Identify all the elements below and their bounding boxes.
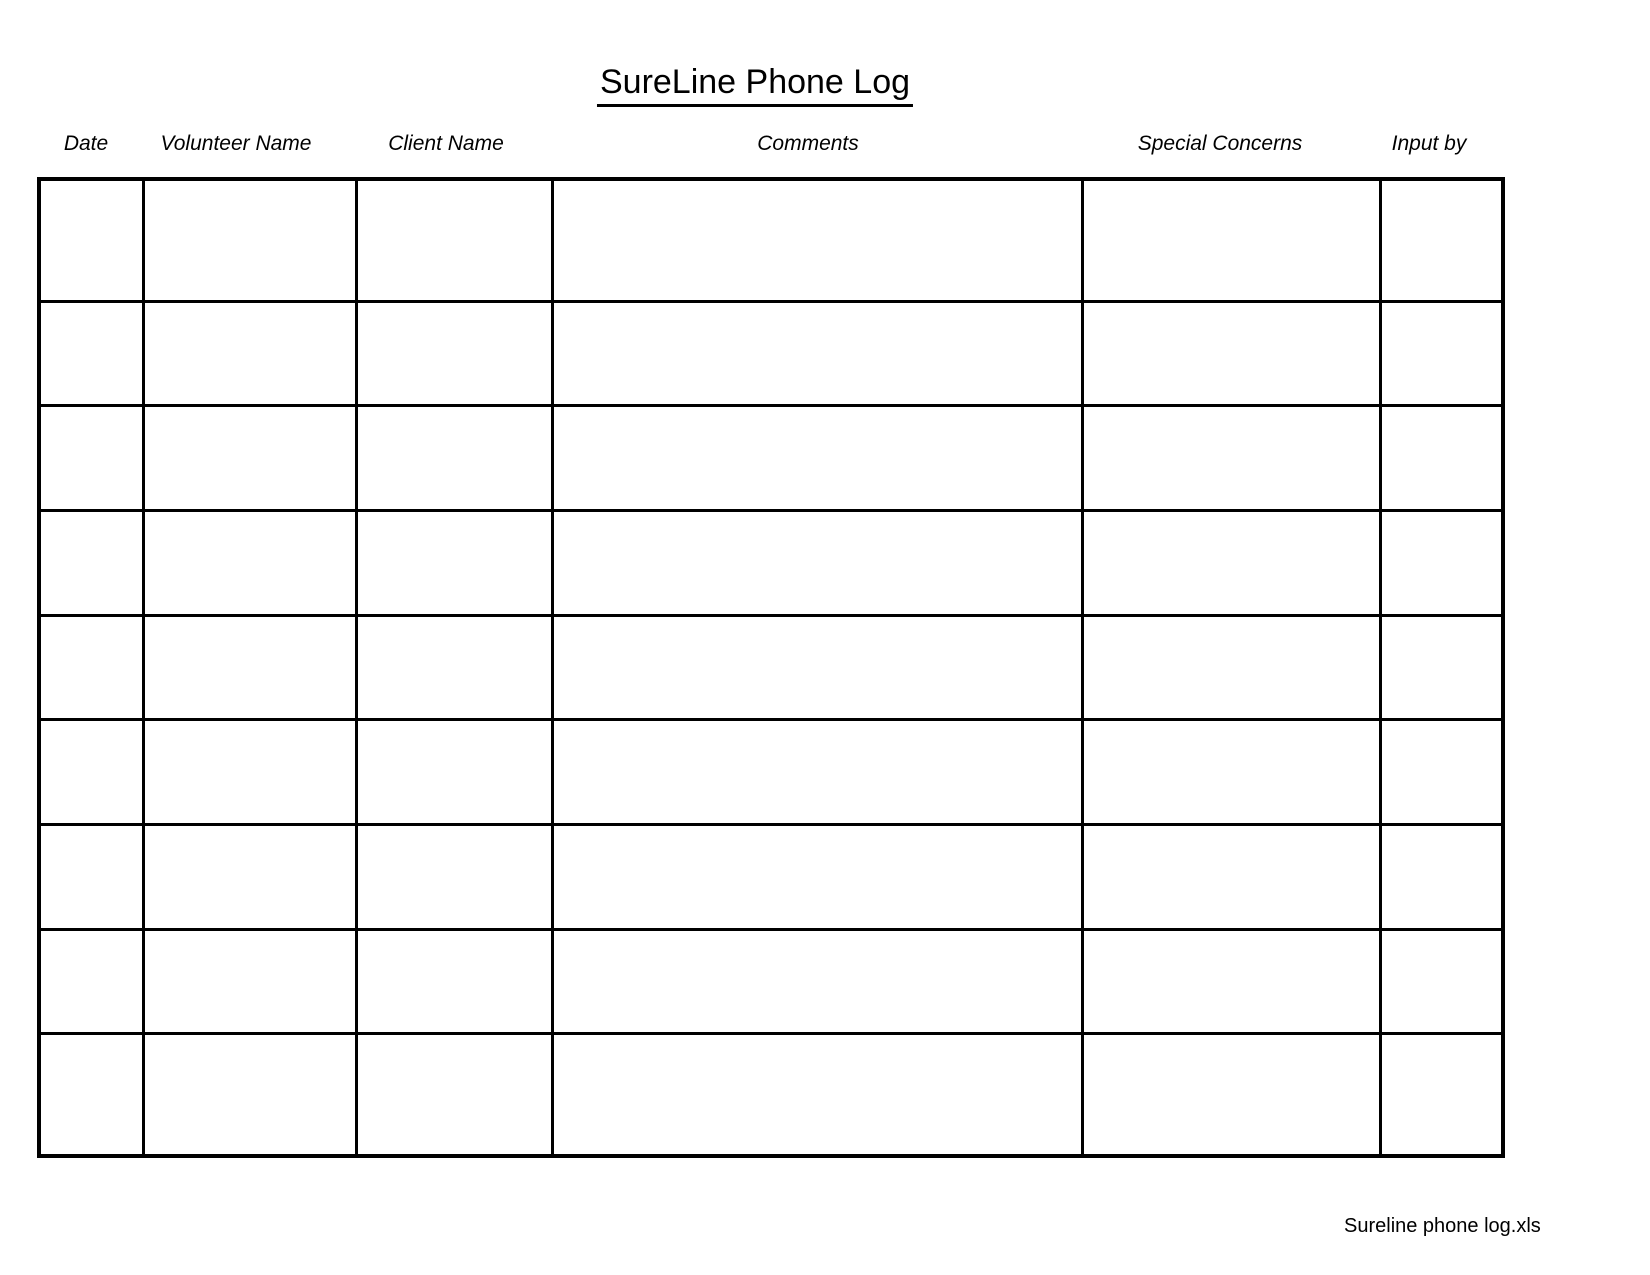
table-cell [143, 510, 356, 615]
table-cell [1380, 824, 1503, 929]
table-cell [1082, 615, 1380, 720]
table-cell [552, 615, 1082, 720]
table-cell [356, 824, 552, 929]
table-cell [1082, 406, 1380, 511]
log-table-body [39, 179, 1503, 1156]
table-row [39, 615, 1503, 720]
table-cell [39, 720, 143, 825]
table-cell [356, 720, 552, 825]
page-title [597, 63, 913, 107]
table-cell [1380, 510, 1503, 615]
table-cell [356, 179, 552, 301]
table-cell [552, 510, 1082, 615]
table-cell [1380, 406, 1503, 511]
table-cell [39, 929, 143, 1034]
table-cell [356, 1034, 552, 1156]
table-cell [1082, 929, 1380, 1034]
table-cell [552, 406, 1082, 511]
page-title-text: SureLine Phone Log [597, 63, 913, 107]
table-cell [552, 720, 1082, 825]
table-cell [143, 720, 356, 825]
table-cell [143, 179, 356, 301]
footer-filename: Sureline phone log.xls [1344, 1215, 1541, 1237]
table-cell [1380, 1034, 1503, 1156]
table-cell [143, 824, 356, 929]
table-cell [143, 301, 356, 406]
table-row [39, 301, 1503, 406]
column-header-volunteer-name: Volunteer Name [160, 132, 312, 155]
table-cell [39, 1034, 143, 1156]
table-cell [143, 615, 356, 720]
table-cell [1380, 615, 1503, 720]
column-header-comments: Comments [757, 132, 859, 155]
table-cell [143, 929, 356, 1034]
column-header-date: Date [63, 132, 109, 155]
table-row [39, 510, 1503, 615]
table-cell [1380, 720, 1503, 825]
table-cell [1082, 824, 1380, 929]
table-cell [356, 615, 552, 720]
table-cell [552, 179, 1082, 301]
table-cell [356, 406, 552, 511]
table-cell [143, 406, 356, 511]
table-cell [1380, 929, 1503, 1034]
table-cell [356, 929, 552, 1034]
table-cell [1082, 179, 1380, 301]
table-cell [1082, 720, 1380, 825]
table-cell [39, 510, 143, 615]
table-cell [1082, 510, 1380, 615]
table-cell [356, 301, 552, 406]
table-cell [356, 510, 552, 615]
table-cell [1380, 301, 1503, 406]
table-cell [39, 615, 143, 720]
table-row [39, 929, 1503, 1034]
table-cell [39, 406, 143, 511]
table-cell [1082, 301, 1380, 406]
table-cell [552, 1034, 1082, 1156]
column-header-special-concerns: Special Concerns [1137, 132, 1303, 155]
table-cell [552, 929, 1082, 1034]
table-cell [1082, 1034, 1380, 1156]
table-row [39, 720, 1503, 825]
table-cell [552, 824, 1082, 929]
phone-log-grid [37, 177, 1505, 1158]
table-row [39, 179, 1503, 301]
table-cell [39, 301, 143, 406]
table-row [39, 824, 1503, 929]
column-header-input-by: Input by [1391, 132, 1467, 155]
table-cell [552, 301, 1082, 406]
table-cell [39, 179, 143, 301]
table-cell [39, 824, 143, 929]
table-cell [143, 1034, 356, 1156]
column-header-client-name: Client Name [388, 132, 504, 155]
table-cell [1380, 179, 1503, 301]
table-row [39, 406, 1503, 511]
table-row [39, 1034, 1503, 1156]
